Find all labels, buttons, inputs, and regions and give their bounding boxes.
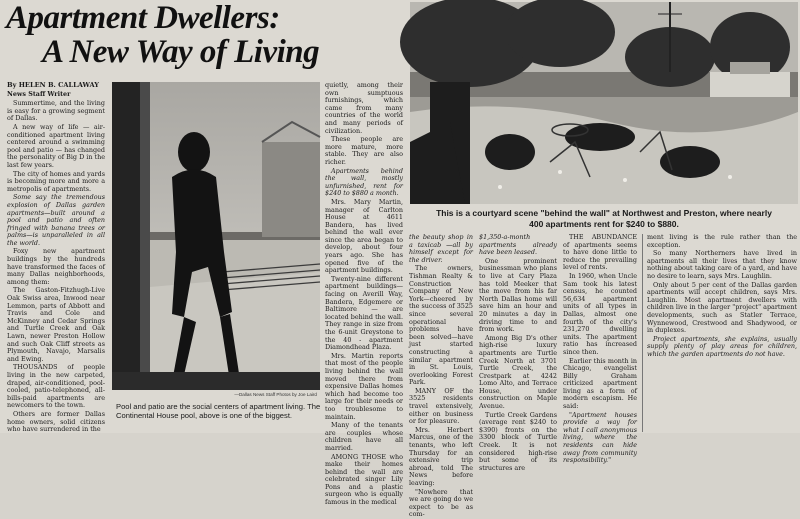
right-caption-line-2: 400 apartments rent for $240 to $880.: [529, 219, 679, 229]
paragraph: Earlier this month in Chicago, evangelist Billy Graham criticized apartment living as a form of modern escapism. He said:: [563, 356, 637, 411]
paragraph: Project apartments, she explains, usually supply plenty of play areas for children, which the garden apartments do not have.: [647, 334, 797, 358]
paragraph: Summertime, and the living is easy for a growing segment of Dallas.: [7, 99, 105, 123]
paragraph: AMONG THOSE who make their homes behind the wall are celebrated singer Lily Pons and a plastic surgeon who is equally famous in the medical: [325, 452, 403, 507]
paragraph: Foxy new apartment buildings by the hundreds have transformed the faces of many Dallas neighborhoods, among them:: [7, 247, 105, 286]
paragraph: The city of homes and yards is becoming more and more a metropolis of apartments.: [7, 169, 105, 193]
pool-patio-photo: [112, 82, 320, 390]
paragraph: So many Northerners have lived in apartments all their lives that they know nothing about taking care of a yard, and have no desire to learn, says Mrs. Laughlin.: [647, 249, 797, 280]
paragraph: THOUSANDS of people living in the new carpeted, draped, air-conditioned, pool-cooled, patio-telephoned, all-bills-paid apartments are newcomers to the town.: [7, 363, 105, 410]
paragraph: Many of the tenants are couples whose children have all married.: [325, 421, 403, 452]
paragraph: The Gaston-Fitzhugh-Live Oak Swiss area, Inwood near Lemmon, parts of Abbott and Travis and Cole and McKinney and Cedar Springs and Turtle Creek and Oak Lawn, newer Preston Hollow and such Oak Cliff streets as Plymouth, Navajo, Marsalis and Ewing.: [7, 286, 105, 363]
photo-credit: —Dallas News Staff Photos by Joe Laird: [234, 392, 317, 397]
paragraph: Mrs. Mary Martin, manager of Carlton House at 4611 Bandera, has lived behind the wall ever since the area began to develop, about four years ago. She has opened five of the apartment buildings.: [325, 197, 403, 275]
paragraph: "Nowhere that we are going do we expect to be as com-: [409, 487, 473, 519]
byline: By HELEN B. CALLAWAY: [7, 81, 100, 89]
paragraph: Apartments behind the wall, mostly unfurnished, rent for $240 to $880 a month.: [325, 166, 403, 198]
paragraph: Twenty-nine different apartment buildings—facing on Averill Way, Bandera, Edgemere or Baltimore — are located behind the wall. They range in size from the 6-unit Greystone to the 40 - apartment Diamondhead Plaza.: [325, 274, 403, 352]
headline: [6, 1, 404, 69]
paragraph: A new way of life — air-conditioned apartment living centered around a swimming pool and patio — has changed the personality of Big D in the last few years.: [7, 122, 105, 169]
article-column-4: [479, 233, 557, 472]
paragraph: In 1960, when Uncle Sam took his latest census, he counted 56,634 apartment units of all types in Dallas, almost one fourth of the city's 231,270 dwelling units. The apartment ratio has increased since then.: [563, 271, 637, 356]
article-column-1: [7, 82, 105, 432]
courtyard-photo: [410, 2, 798, 204]
paragraph: Turtle Creek Gardens (average rent $240 to $390) fronts on the 3300 block of Turtle Creek. It is not considered high-rise but some of its structures are: [479, 410, 557, 472]
article-column-2: [325, 81, 403, 507]
staff-writer-label: News Staff Writer: [7, 89, 71, 98]
paragraph: quietly, among their own sumptuous furnishings, which came from many countries of the world and many periods of civilization.: [325, 81, 403, 135]
paragraph: Some say the tremendous explosion of Dallas garden apartments—built around a pool and patio and often fringed with banana trees or palms—is unparalleled in all the world.: [7, 193, 105, 247]
paragraph: Others are former Dallas home owners, solid citizens who have surrendered in the: [7, 409, 105, 434]
paragraph: THE ABUNDANCE of apartments seems to have done little to reduce the prevailing level of rents.: [563, 233, 637, 272]
right-photo-caption: [410, 208, 798, 230]
paragraph: "Apartment houses provide a way for what I call anonymous living, where the residents can hide away from community responsibility.": [563, 410, 637, 465]
paragraph: $1,350-a-month apartments already have been leased.: [479, 233, 557, 257]
paragraph: These people are more mature, more stable. They are also richer.: [325, 135, 403, 166]
paragraph: ment living is the rule rather than the exception.: [647, 233, 797, 249]
headline-line-1: Apartment Dwellers:: [6, 0, 280, 36]
paragraph: Only about 5 per cent of the Dallas garden apartments will accept children, says Mrs. Laughlin. Most apartment dwellers with children live in the larger "project" apartment developments, such as Statler Terrace, Wynnewood, Crestwood and Shadywood, or in duplexes.: [647, 280, 797, 335]
paragraph: The owners, Tishman Realty & Construction Company of New York—cheered by the success of 3525 since several operational problems have been solved—have just started constructing a similar apartment in St. Louis, overlooking Forest Park.: [409, 264, 473, 387]
paragraph: the beauty shop in a taxicab —all by himself except for the driver.: [409, 233, 473, 264]
column-rule: [642, 234, 643, 432]
right-caption-line-1: This is a courtyard scene "behind the wall" at Northwest and Preston, where nearly: [436, 208, 772, 218]
paragraph: Mrs. Herbert Marcus, one of the tenants, who left Thursday for an extensive trip abroad, told The News before leaving:: [409, 425, 473, 487]
paragraph: Among Big D's other high-rise luxury apartments are Turtle Creek North at 3701 Turtle Creek, the Crestpark at 4242 Lomo Alto, and Terrace House, under construction on Maple Avenue.: [479, 333, 557, 411]
paragraph: One prominent businessman who plans to live at Cary Plaza has told Meeker that the move from his far North Dallas home will save him an hour and 20 minutes a day in driving time to and from work.: [479, 256, 557, 334]
article-column-6: [647, 234, 797, 432]
paragraph: Mrs. Martin reports that most of the people living behind the wall moved there from expensive Dallas homes which had become too large for their needs or too troublesome to maintain.: [325, 351, 403, 421]
article-column-5: [563, 233, 637, 465]
left-photo-caption: Pool and patio are the social centers of apartment living. The Continental House pool, above is one of the biggest.: [116, 402, 321, 421]
paragraph: MANY OF the 3525 residents travel extensively, either on business or for pleasure.: [409, 386, 473, 426]
headline-line-2: A New Way of Living: [42, 34, 320, 70]
article-column-3: [409, 233, 473, 519]
